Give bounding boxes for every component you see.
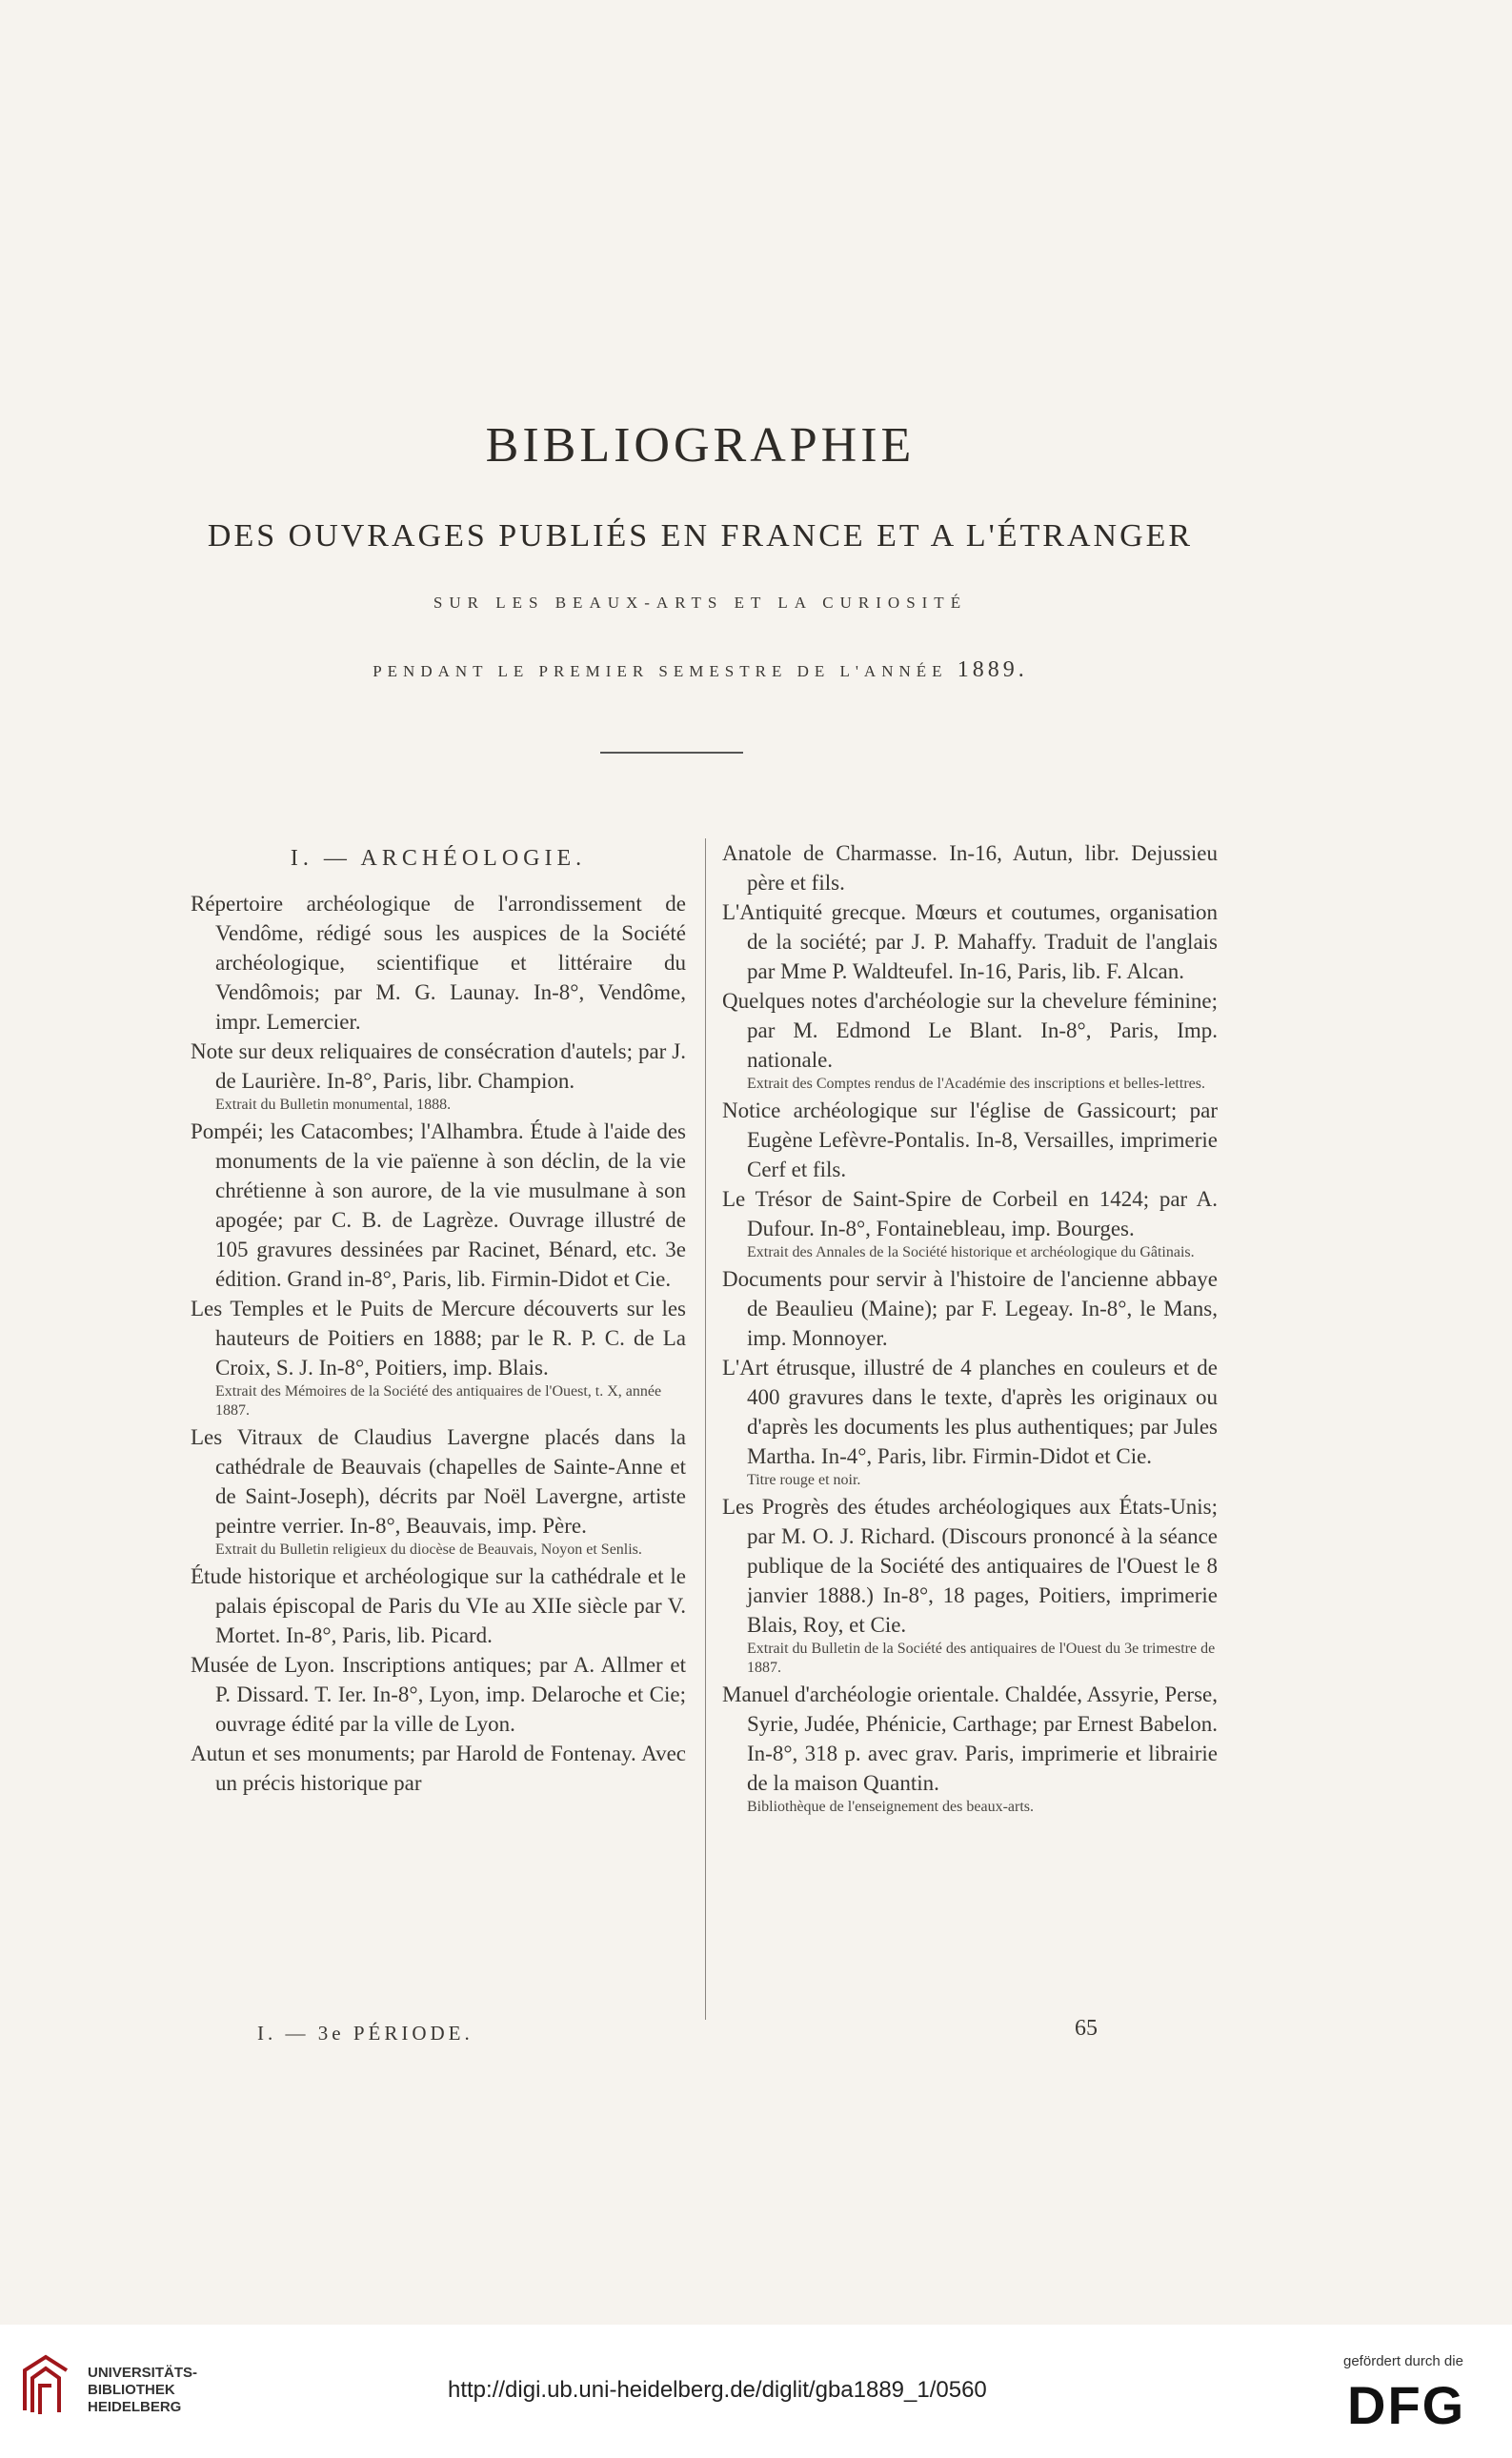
bibliography-note: Extrait du Bulletin religieux du diocèse de Beauvais, Noyon et Senlis. — [215, 1541, 642, 1558]
bibliography-note: Extrait des Mémoires de la Société des antiquaires de l'Ouest, t. X, année 1887. — [215, 1383, 662, 1419]
bibliography-entry: Anatole de Charmasse. In-16, Autun, libr. Dejussieu père et fils. — [722, 841, 1218, 895]
bibliography-entry: Étude historique et archéologique sur la cathédrale et le palais épiscopal de Paris du VIe au XIIe siècle par V. Mortet. In-8°, Paris, lib. Picard. — [191, 1564, 686, 1647]
bibliography-entry: Notice archéologique sur l'église de Gassicourt; par Eugène Lefèvre-Pontalis. In-8, Versailles, imprimerie Cerf et fils. — [722, 1098, 1218, 1181]
left-entries — [191, 889, 686, 1798]
right-entries — [722, 838, 1218, 1817]
permalink-url[interactable]: http://digi.ub.uni-heidelberg.de/diglit/gba1889_1/0560 — [448, 2377, 987, 2403]
bibliography-note: Extrait des Comptes rendus de l'Académie des inscriptions et belles-lettres. — [747, 1076, 1205, 1092]
period-line — [0, 657, 1401, 683]
bibliography-note: Bibliothèque de l'enseignement des beaux-arts. — [747, 1799, 1035, 1815]
bibliography-entry: L'Art étrusque, illustré de 4 planches en couleurs et de 400 gravures dans le texte, d'après les originaux ou d'après les documents les plus authentiques; par Jules Martha. In-4°, Paris, libr. Firmin-Didot et Cie. — [722, 1356, 1218, 1468]
institution-line-3: HEIDELBERG — [88, 2399, 182, 2415]
title-divider — [600, 752, 743, 754]
bibliography-entry: Les Vitraux de Claudius Lavergne placés dans la cathédrale de Beauvais (chapelles de Sainte-Anne et de Saint-Joseph), décrits par Noël Lavergne, artiste peintre verrier. In-8°, Beauvais, imp. Père. — [191, 1425, 686, 1538]
signature-mark: I. — 3e PÉRIODE. — [257, 2022, 474, 2045]
bibliography-entry: Documents pour servir à l'histoire de l'ancienne abbaye de Beaulieu (Maine); par F. Legeay. In-8°, le Mans, imp. Monnoyer. — [722, 1267, 1218, 1350]
bibliography-note: Extrait des Annales de la Société historique et archéologique du Gâtinais. — [747, 1244, 1195, 1260]
right-column — [722, 838, 1218, 1819]
bibliography-entry: Musée de Lyon. Inscriptions antiques; par A. Allmer et P. Dissard. T. Ier. In-8°, Lyon, imp. Delaroche et Cie; ouvrage édité par la ville de Lyon. — [191, 1653, 686, 1736]
left-column — [191, 838, 686, 1798]
bibliography-entry: Autun et ses monuments; par Harold de Fontenay. Avec un précis historique par — [191, 1742, 686, 1795]
institution-line-2: BIBLIOTHEK — [88, 2382, 175, 2398]
university-library-logo-icon[interactable] — [17, 2353, 74, 2420]
bibliography-entry: Note sur deux reliquaires de consécration d'autels; par J. de Laurière. In-8°, Paris, libr. Champion. — [191, 1039, 686, 1093]
bibliography-note: Extrait du Bulletin monumental, 1888. — [215, 1097, 452, 1113]
dfg-logo[interactable]: DFG — [1347, 2375, 1466, 2435]
bibliography-note: Titre rouge et noir. — [747, 1472, 861, 1488]
bibliography-note: Extrait du Bulletin de la Société des antiquaires de l'Ouest du 3e trimestre de 1887. — [747, 1641, 1216, 1676]
bibliography-entry: Répertoire archéologique de l'arrondissement de Vendôme, rédigé sous les auspices de la Société archéologique, scientifique et littéraire du Vendômois; par M. G. Launay. In-8°, Vendôme, impr. Lemercier. — [191, 892, 686, 1034]
bibliography-entry: Pompéi; les Catacombes; l'Alhambra. Étude à l'aide des monuments de la vie païenne à son déclin, de la vie chrétienne à son aurore, de la vie musulmane à son apogée; par C. B. de Lagrèze. Ouvrage illustré de 105 gravures dessinées par Racinet, Bénard, etc. 3e édition. Grand in-8°, Paris, lib. Firmin-Didot et Cie. — [191, 1119, 686, 1291]
page-title: BIBLIOGRAPHIE — [485, 418, 916, 473]
bibliography-entry: Quelques notes d'archéologie sur la chevelure féminine; par M. Edmond Le Blant. In-8°, Paris, Imp. nationale. — [722, 989, 1218, 1072]
period-text: PENDANT LE PREMIER SEMESTRE DE L'ANNÉE — [373, 662, 948, 680]
page-subsubtitle: SUR LES BEAUX-ARTS ET LA CURIOSITÉ — [433, 594, 968, 612]
bibliography-entry: Les Progrès des études archéologiques aux États-Unis; par M. O. J. Richard. (Discours prononcé à la séance publique de la Société des antiquaires de l'Ouest le 8 janvier 1888.) In-8°, 18 pages, Poitiers, imprimerie Blais, Roy, et Cie. — [722, 1495, 1218, 1637]
institution-line-1: UNIVERSITÄTS- — [88, 2365, 198, 2381]
period-year: 1889. — [957, 657, 1028, 682]
column-divider — [705, 838, 706, 2020]
page-subtitle: DES OUVRAGES PUBLIÉS EN FRANCE ET A L'ÉTRANGER — [207, 518, 1194, 554]
page-number: 65 — [1075, 2016, 1098, 2041]
bibliography-entry: Les Temples et le Puits de Mercure découverts sur les hauteurs de Poitiers en 1888; par le R. P. C. de La Croix, S. J. In-8°, Poitiers, imp. Blais. — [191, 1297, 686, 1380]
funding-label: gefördert durch die — [1343, 2353, 1463, 2369]
bibliography-entry: Le Trésor de Saint-Spire de Corbeil en 1424; par A. Dufour. In-8°, Fontainebleau, imp. Bourges. — [722, 1187, 1218, 1240]
section-heading: I. — ARCHÉOLOGIE. — [290, 846, 587, 871]
bibliography-entry: L'Antiquité grecque. Mœurs et coutumes, organisation de la société; par J. P. Mahaffy. Traduit de l'anglais par Mme P. Waldteufel. In-16, Paris, lib. F. Alcan. — [722, 900, 1218, 983]
university-library-name[interactable] — [88, 2365, 197, 2416]
bibliography-entry: Manuel d'archéologie orientale. Chaldée, Assyrie, Perse, Syrie, Judée, Phénicie, Carthage; par Ernest Babelon. In-8°, 318 p. avec grav. Paris, imprimerie et librairie de la maison Quantin. — [722, 1682, 1218, 1795]
